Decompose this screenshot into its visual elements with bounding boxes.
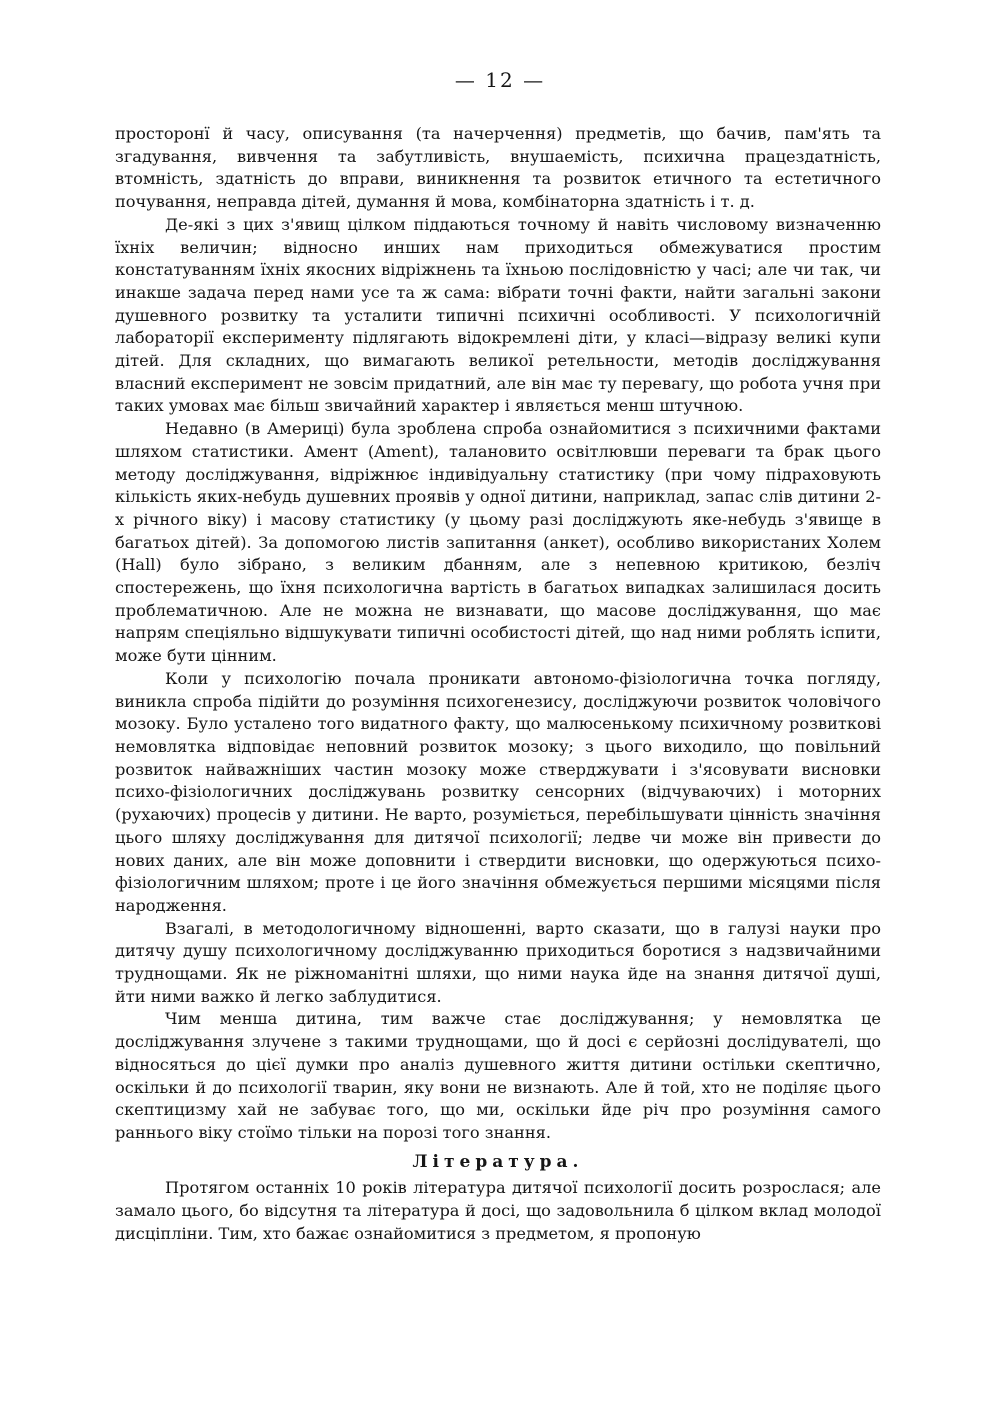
paragraph-2: Де-які з цих з'явищ цілком піддаються точному й навіть числовому визначенню їхніх величин; відносно инших нам приходиться обмежуватися простим констатуванням їхніх якосних відріжнень та їхньою послідовністю у часі; але чи так, чи инакше задача перед нами усе та ж сама: вібрати точні факти, найти загальні закони душевного розвитку та усталити типичні психичні особливості. У психологичній лабораторії експерименту підлягають відокремлені діти, у класі—відразу великі купи дітей. Для складних, що вимагають великої ретельности, методів досліджування власний експеримент не зовсім придатний, але він має ту перевагу, що робота учня при таких умовах має більш звичайний характер і являється менш штучною.	[115, 214, 881, 416]
paragraph-5: Взагалі, в методологичному відношенні, варто сказати, що в галузі науки про дитячу душу психологичному досліджуванню приходиться боротися з надзвичайними труднощами. Як не ріжноманітні шляхи, що ними наука йде на знання дитячої душі, йти ними важко й легко заблудитися.	[115, 918, 881, 1006]
section-heading: Література.	[412, 1151, 584, 1172]
page-number: — 12 —	[454, 68, 546, 92]
section-paragraph: Протягом останніх 10 років література дитячої психології досить розрослася; але замало цього, бо відсутня та література й досі, що задовольнила б цілком вклад молодої дисціпліни. Тим, хто бажає ознайомитися з предметом, я пропоную	[115, 1178, 881, 1243]
body-text	[115, 123, 881, 1245]
paragraph-6: Чим менша дитина, тим важче стає досліджування; у немовлятка це досліджування злучене з такими труднощами, що й досі є серйозні дослідувателі, що відносяться до цієї думки про аналіз душевного життя дитини остільки скептично, оскільки й до психології тварин, яку вони не визнають. Але й той, хто не поділяє цього скептицизму хай не забуває того, що ми, оскільки йде річ про розуміння самого раннього віку стоїмо тільки на порозі того знання.	[115, 1009, 881, 1142]
paragraph-4: Коли у психологію почала проникати автономо-фізіологична точка погляду, виникла спроба підійти до розуміння психогенезису, досліджуючи розвиток чоловічого мозоку. Було усталено того видатного факту, що малюсенькому психичному розвиткові немовлятка відповідає неповний розвиток мозоку; з цього виходило, що повільний розвиток найважніших частин мозоку може стверджувати і з'ясовувати висновки психо-фізіологичних досліджувань розвитку сенсорних (відчуваючих) і моторних (рухаючих) процесів у дитини. Не варто, розуміється, перебільшувати цінність значіння цього шляху досліджування для дитячої психології; ледве чи може він привести до нових даних, але він може доповнити і ствердити висновки, що одержуються психо-фізіологичним шляхом; проте і це його значіння обмежується першими місяцями після народження.	[115, 668, 881, 915]
paragraph-1: просторонї й часу, описування (та начерчення) предметів, що бачив, пам'ять та згадування, вивчення та забутливість, внушаемість, психична працездатність, втомність, здатність до вправи, виникнення та розвиток етичного та естетичного почування, неправда дітей, думання й мова, комбінаторна здатність і т. д.	[115, 124, 881, 212]
paragraph-3: Недавно (в Америці) була зроблена спроба ознайомитися з психичними фактами шляхом статистики. Амент (Ament), талановито освітлювши переваги та брак цього методу досліджування, відріжнює індивідуальну статистику (при чому підраховують кількість яких-небудь душевних проявів у одної дитини, наприклад, запас слів дитини 2-х річного віку) і масову статистику (у цьому разі досліджують яке-небудь з'явище в багатьох дітей). За допомогою листів запитання (анкет), особливо використаних Холем (Hall) було зібрано, з великим дбанням, але з непевною критикою, безліч спостережень, що їхня психологична вартість в багатьох випадках залишилася досить проблематичною. Але не можна не визнавати, що масове досліджування, що має напрям спеціяльно відшукувати типичні особистості дітей, що над ними роблять іспити, може бути цінним.	[115, 419, 881, 666]
